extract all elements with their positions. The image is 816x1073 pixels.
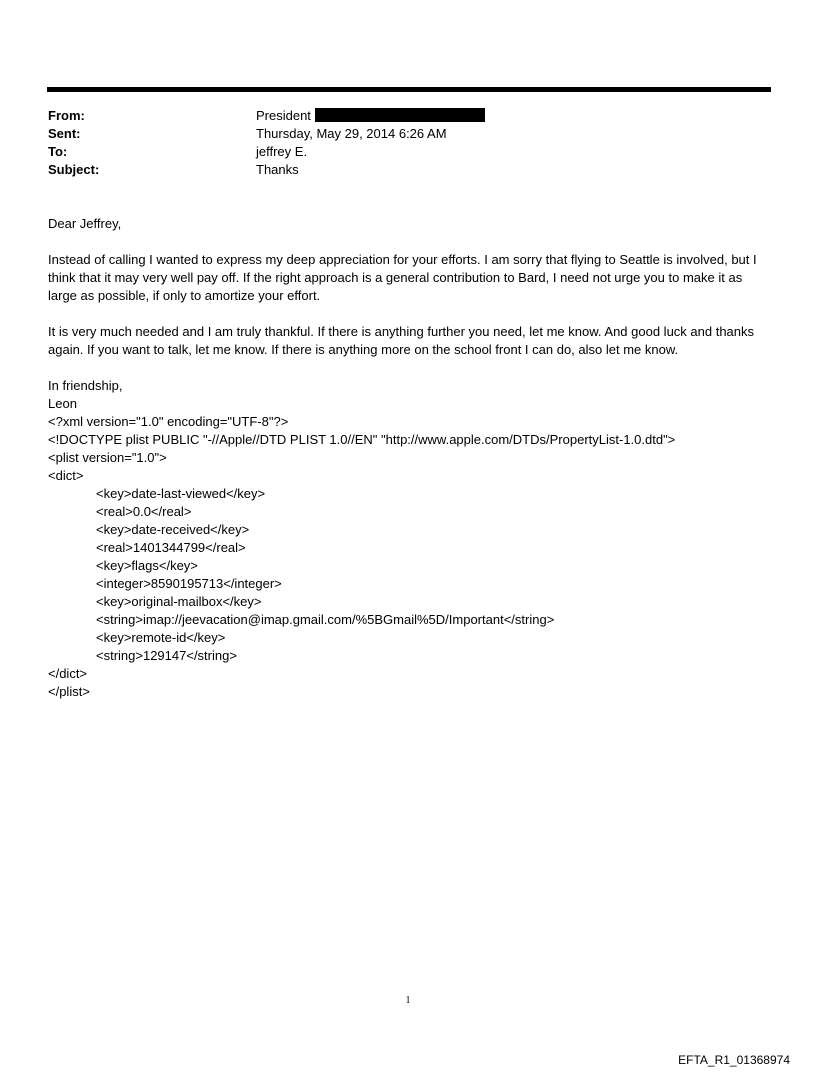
- redaction-bar: [315, 108, 485, 122]
- header-divider: [47, 87, 771, 92]
- page-number: 1: [405, 995, 411, 1006]
- body-paragraph-1: Instead of calling I wanted to express my deep appreciation for your efforts. I am sorry that flying to Seattle is involved, but I think that it may very well pay off. If the right approach is a general contribution to Bard, I need not urge you to make it as large as possible, if only to amortize your effort.: [48, 252, 757, 303]
- plist-line: <dict>: [48, 468, 84, 483]
- document-id: EFTA_R1_01368974: [678, 1053, 790, 1067]
- plist-line: <?xml version="1.0" encoding="UTF-8"?>: [48, 414, 289, 429]
- to-value: jeffrey E.: [256, 144, 308, 159]
- plist-line: <string>129147</string>: [96, 648, 237, 663]
- plist-line: <!DOCTYPE plist PUBLIC "-//Apple//DTD PLIST 1.0//EN" "http://www.apple.com/DTDs/PropertyList-1.0.dtd">: [48, 432, 676, 447]
- signature: Leon: [48, 396, 77, 411]
- plist-line: <real>1401344799</real>: [96, 540, 246, 555]
- plist-line: </plist>: [48, 684, 90, 699]
- plist-line: <string>imap://jeevacation@imap.gmail.com/%5BGmail%5D/Important</string>: [96, 612, 555, 627]
- from-sender: President: [256, 108, 311, 123]
- plist-line: <plist version="1.0">: [48, 450, 167, 465]
- plist-line: <real>0.0</real>: [96, 504, 192, 519]
- plist-line: <integer>8590195713</integer>: [96, 576, 282, 591]
- from-value: [256, 107, 485, 125]
- plist-line: <key>date-last-viewed</key>: [96, 486, 266, 501]
- plist-line: <key>original-mailbox</key>: [96, 594, 262, 609]
- to-label: To:: [48, 144, 68, 159]
- closing: In friendship,: [48, 378, 123, 393]
- body-paragraph-2: It is very much needed and I am truly thankful. If there is anything further you need, let me know. And good luck and thanks again. If you want to talk, let me know. If there is anything more on the school front I can do, also let me know.: [48, 324, 755, 357]
- subject-value: Thanks: [256, 162, 299, 177]
- plist-line: </dict>: [48, 666, 88, 681]
- greeting: Dear Jeffrey,: [48, 216, 122, 231]
- plist-line: <key>flags</key>: [96, 558, 198, 573]
- plist-line: <key>date-received</key>: [96, 522, 250, 537]
- sent-value: Thursday, May 29, 2014 6:26 AM: [256, 126, 447, 141]
- plist-line: <key>remote-id</key>: [96, 630, 226, 645]
- subject-label: Subject:: [48, 162, 100, 177]
- from-label: From:: [48, 108, 85, 123]
- sent-label: Sent:: [48, 126, 81, 141]
